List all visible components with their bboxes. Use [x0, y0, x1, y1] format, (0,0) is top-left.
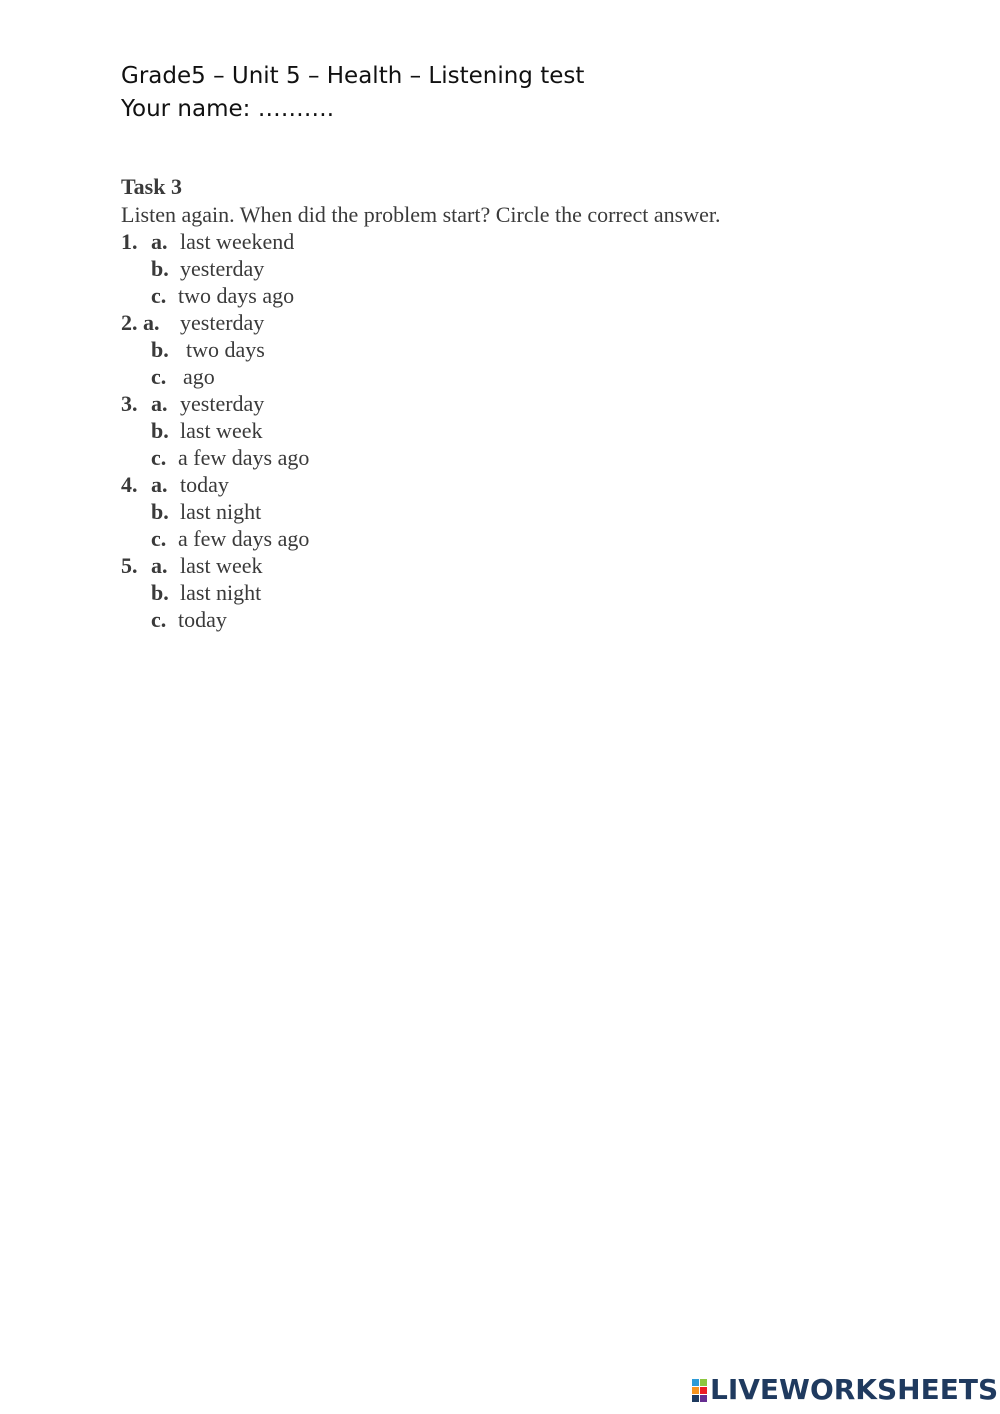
- question-1-option-a[interactable]: [121, 228, 721, 255]
- question-5-option-b[interactable]: [121, 579, 721, 606]
- option-letter: b.: [151, 337, 169, 362]
- question-4-option-c[interactable]: [121, 525, 721, 552]
- option-text: a few days ago: [178, 526, 310, 551]
- question-list: [121, 228, 721, 633]
- liveworksheets-logo: [692, 1374, 998, 1406]
- task-title: Task 3: [121, 174, 182, 199]
- logo-wordmark: LIVEWORKSHEETS: [710, 1373, 999, 1406]
- question-number: 5.: [121, 553, 138, 578]
- task-instruction: Listen again. When did the problem start? Circle the correct answer.: [121, 202, 721, 227]
- option-text: a few days ago: [178, 445, 310, 470]
- option-text: last week: [180, 553, 263, 578]
- question-1-option-b[interactable]: [121, 255, 721, 282]
- option-letter: c.: [151, 364, 167, 389]
- question-4-option-a[interactable]: [121, 471, 721, 498]
- option-letter: a.: [151, 553, 168, 578]
- option-letter: b.: [151, 580, 169, 605]
- option-letter: c.: [151, 445, 167, 470]
- option-text: last week: [180, 418, 263, 443]
- logo-square: [700, 1387, 707, 1394]
- option-letter: a.: [151, 472, 168, 497]
- logo-square: [700, 1395, 707, 1402]
- option-letter: c.: [151, 283, 167, 308]
- option-text: last night: [180, 580, 262, 605]
- question-number: 1.: [121, 229, 138, 254]
- question-5-option-a[interactable]: [121, 552, 721, 579]
- worksheet-title: Grade5 – Unit 5 – Health – Listening test: [121, 63, 585, 89]
- option-text: two days: [186, 337, 265, 362]
- option-letter: c.: [151, 526, 167, 551]
- question-number: 3.: [121, 391, 138, 416]
- option-text: today: [178, 607, 227, 632]
- liveworksheets-logo-icon: [692, 1379, 707, 1402]
- option-text: today: [180, 472, 229, 497]
- option-text: yesterday: [180, 391, 265, 416]
- question-3-option-b[interactable]: [121, 417, 721, 444]
- logo-square: [692, 1379, 699, 1386]
- logo-square: [692, 1387, 699, 1394]
- option-letter: b.: [151, 256, 169, 281]
- option-letter: b.: [151, 418, 169, 443]
- option-letter: c.: [151, 607, 167, 632]
- question-number: 2. a.: [121, 310, 160, 335]
- question-2-option-a[interactable]: [121, 309, 721, 336]
- option-text: yesterday: [180, 256, 265, 281]
- option-letter: a.: [151, 391, 168, 416]
- option-text: yesterday: [180, 310, 265, 335]
- question-2-option-b[interactable]: [121, 336, 721, 363]
- worksheet-header: [121, 60, 584, 126]
- question-4-option-b[interactable]: [121, 498, 721, 525]
- logo-square: [700, 1379, 707, 1386]
- option-text: last night: [180, 499, 262, 524]
- question-number: 4.: [121, 472, 138, 497]
- student-name-line: Your name: ……….: [121, 96, 335, 122]
- logo-square: [692, 1395, 699, 1402]
- option-letter: a.: [151, 229, 168, 254]
- question-5-option-c[interactable]: [121, 606, 721, 633]
- question-3-option-c[interactable]: [121, 444, 721, 471]
- option-text: last weekend: [180, 229, 295, 254]
- task-section: [121, 173, 721, 633]
- option-text: ago: [183, 364, 215, 389]
- question-3-option-a[interactable]: [121, 390, 721, 417]
- option-text: two days ago: [178, 283, 295, 308]
- option-letter: b.: [151, 499, 169, 524]
- question-1-option-c[interactable]: [121, 282, 721, 309]
- question-2-option-c[interactable]: [121, 363, 721, 390]
